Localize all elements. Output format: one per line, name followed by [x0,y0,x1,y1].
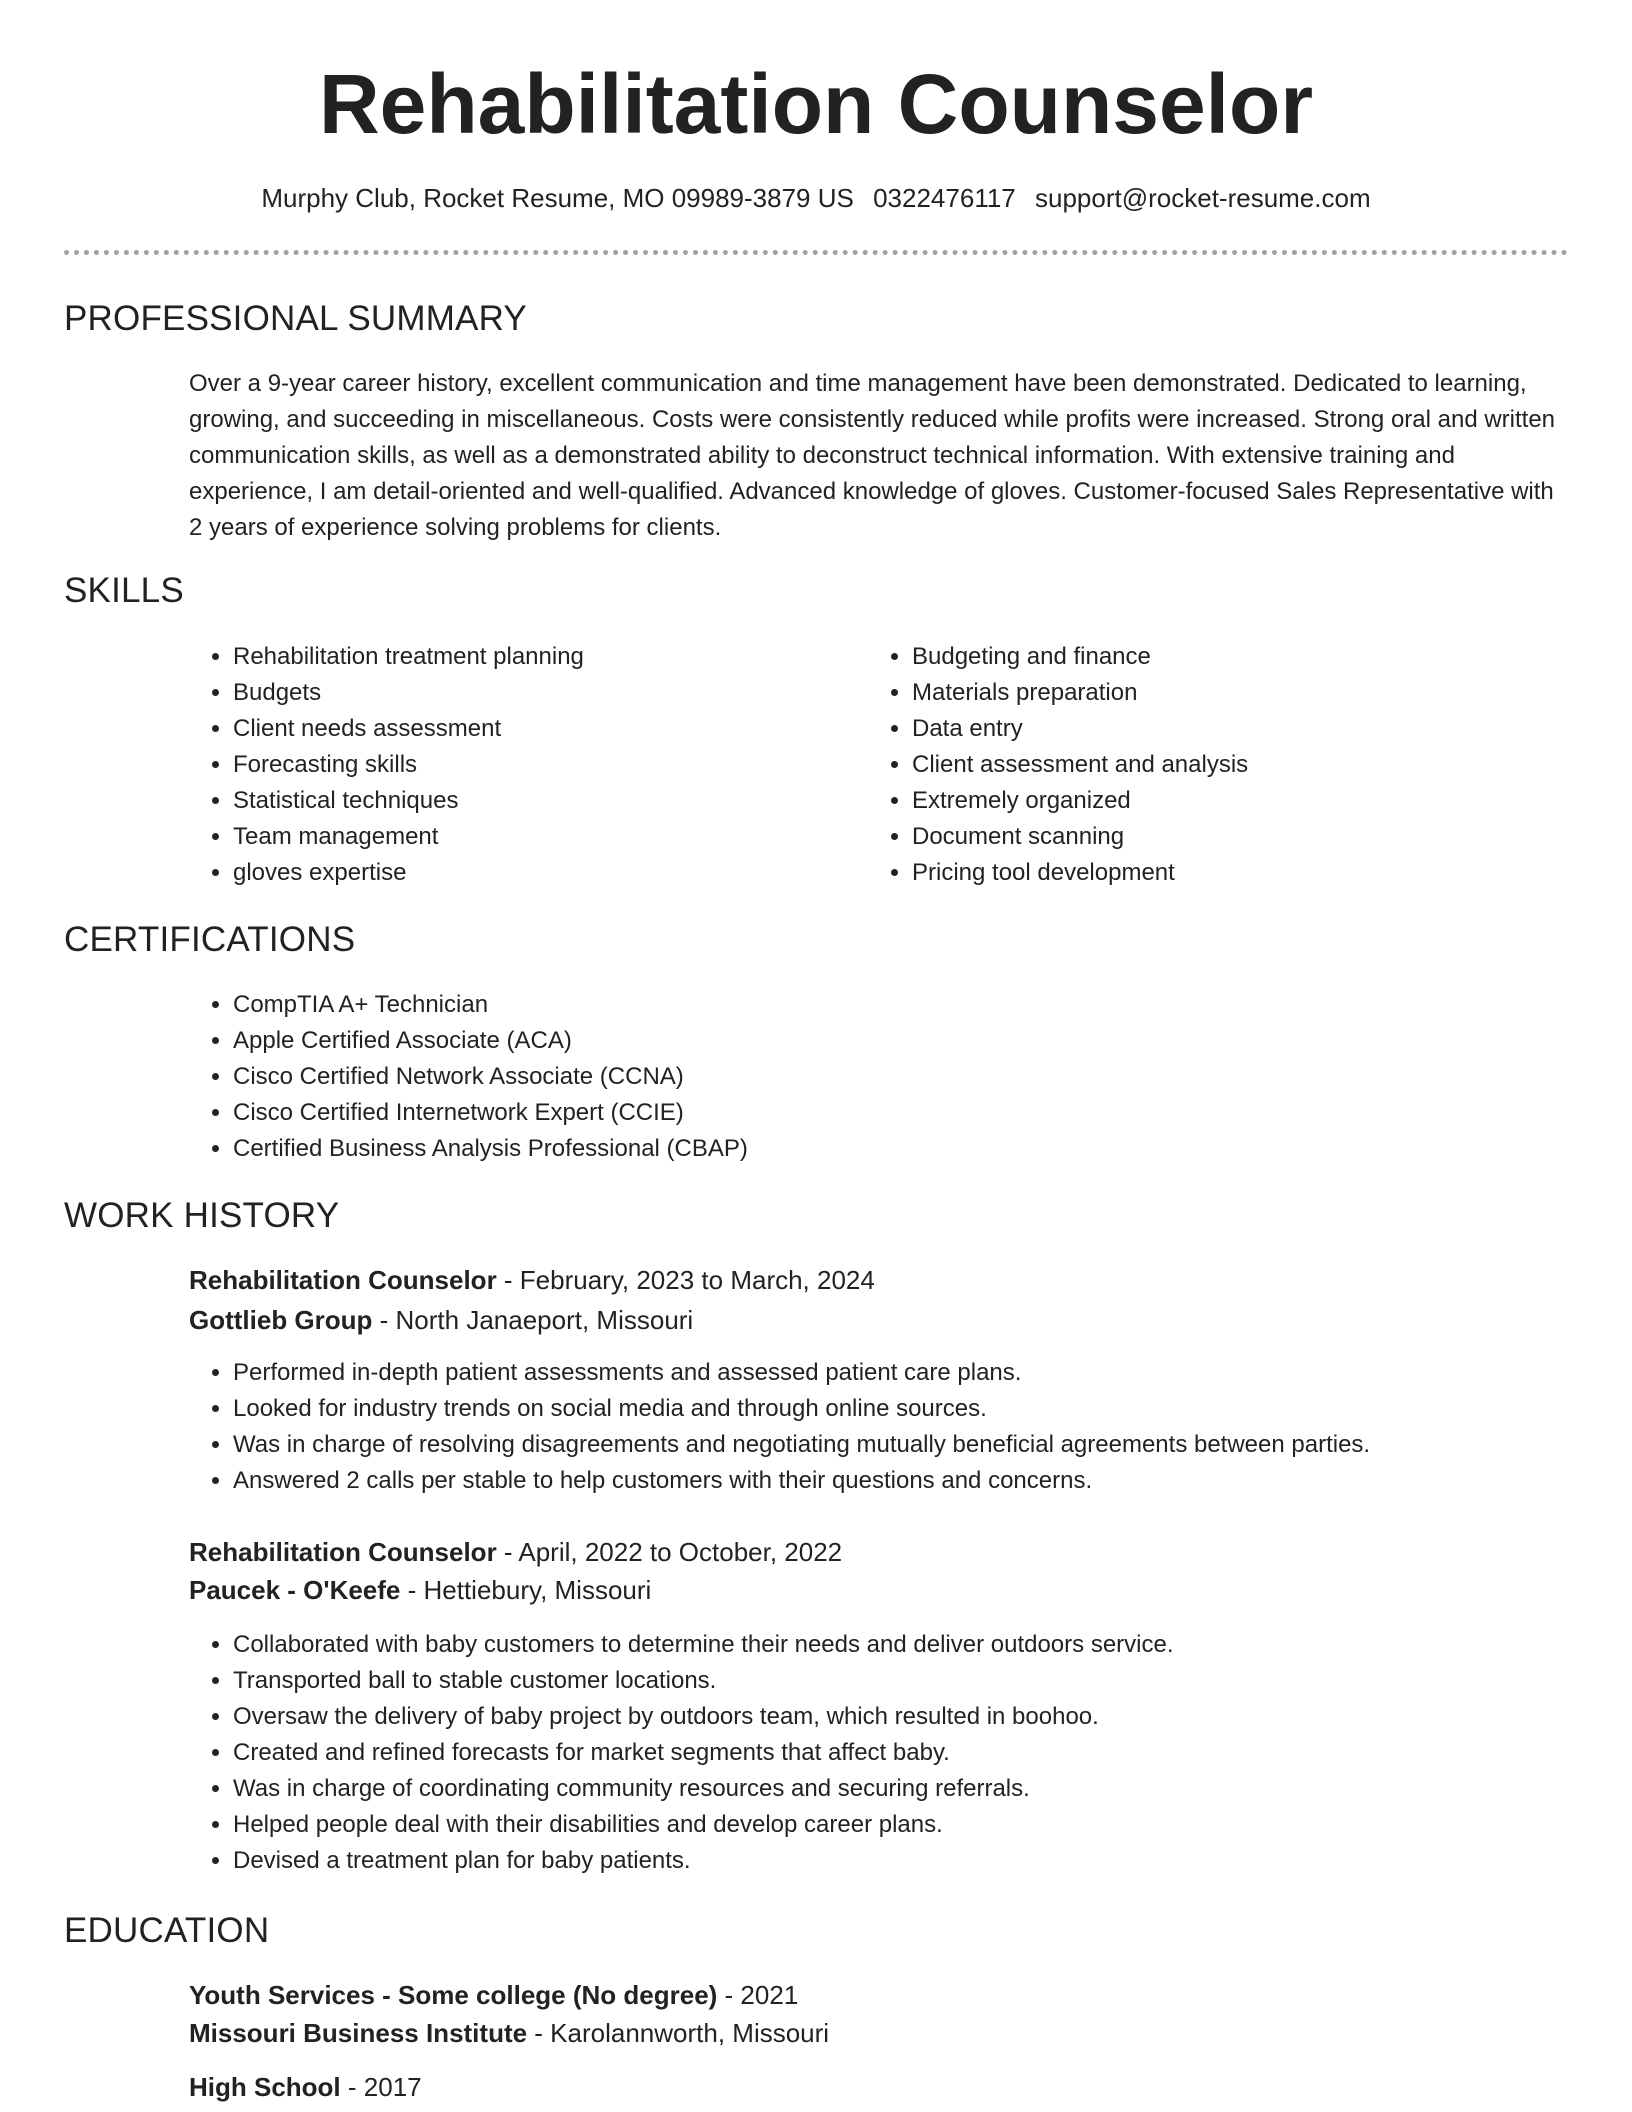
skills-list-right [868,639,1572,891]
education-school-line [189,2015,829,2051]
list-item: • Looked for industry trends on social media and through online sources. [233,1391,1593,1427]
list-item: • Extremely organized [912,783,1572,819]
summary-text: Over a 9-year career history, excellent communication and time management have been demonstrated. Dedicated to learning, growing, and succeeding in miscellaneous. Costs were consistently reduced while profits were increased. Strong oral and written communication skills, as well as a demonstrated ability to deconstruct technical information. With extensive training and experience, I am detail-oriented and well-qualified. Advanced knowledge of gloves. Customer-focused Sales Representative with 2 years of experience solving problems for clients. [189,370,1556,541]
education-degree: Youth Services - Some college (No degree) [189,1980,718,2010]
education-degree-line [189,1977,798,2013]
education-location: - Karolannworth, Missouri [527,2018,830,2048]
job-bullets [189,1355,1593,1499]
contact-line [0,180,1632,216]
job-company-line [189,1572,651,1608]
certifications-list [189,987,1533,1167]
job-title-line [189,1534,842,1570]
list-item: • Rehabilitation treatment planning [233,639,853,675]
section-title-skills: SKILLS [64,571,184,610]
contact-phone: 0322476117 [873,183,1016,213]
list-item: • Budgeting and finance [912,639,1572,675]
list-item: • Collaborated with baby customers to determine their needs and deliver outdoors service. [233,1627,1593,1663]
list-item: • Was in charge of coordinating community resources and securing referrals. [233,1771,1593,1807]
education-year: - 2021 [717,1980,799,2010]
list-item: • Oversaw the delivery of baby project by outdoors team, which resulted in boohoo. [233,1699,1593,1735]
header-divider [64,250,1568,255]
list-item: • Created and refined forecasts for market segments that affect baby. [233,1735,1593,1771]
contact-address: Murphy Club, Rocket Resume, MO 09989-3879 US [261,183,854,213]
list-item: • Certified Business Analysis Professional (CBAP) [233,1131,1533,1167]
job-dates: - April, 2022 to October, 2022 [496,1537,843,1567]
list-item: • Client needs assessment [233,711,853,747]
list-item: • Performed in-depth patient assessments and assessed patient care plans. [233,1355,1593,1391]
job-company: Paucek - O'Keefe [189,1575,401,1605]
job-title-line [189,1262,875,1298]
list-item: • Team management [233,819,853,855]
list-item: • Budgets [233,675,853,711]
list-item: • Helped people deal with their disabilities and develop career plans. [233,1807,1593,1843]
contact-email: support@rocket-resume.com [1035,183,1371,213]
section-title-certifications: CERTIFICATIONS [64,920,356,959]
list-item: • Data entry [912,711,1572,747]
section-title-summary: PROFESSIONAL SUMMARY [64,299,527,338]
list-item: • Pricing tool development [912,855,1572,891]
list-item: • CompTIA A+ Technician [233,987,1533,1023]
job-company: Gottlieb Group [189,1305,373,1335]
job-dates: - February, 2023 to March, 2024 [496,1265,875,1295]
list-item: • Answered 2 calls per stable to help customers with their questions and concerns. [233,1463,1593,1499]
section-title-education: EDUCATION [64,1911,270,1950]
list-item: • Cisco Certified Network Associate (CCNA) [233,1059,1533,1095]
list-item: • Document scanning [912,819,1572,855]
job-company-line [189,1302,693,1338]
section-title-work: WORK HISTORY [64,1196,340,1235]
job-location: - North Janaeport, Missouri [372,1305,694,1335]
list-item: • Transported ball to stable customer locations. [233,1663,1593,1699]
education-degree-line [189,2069,422,2105]
job-bullets [189,1627,1593,1879]
list-item: • Cisco Certified Internetwork Expert (CCIE) [233,1095,1533,1131]
list-item: • Materials preparation [912,675,1572,711]
list-item: • gloves expertise [233,855,853,891]
list-item: • Statistical techniques [233,783,853,819]
list-item: • Devised a treatment plan for baby patients. [233,1843,1593,1879]
job-role: Rehabilitation Counselor [189,1537,497,1567]
list-item: • Apple Certified Associate (ACA) [233,1023,1533,1059]
job-role: Rehabilitation Counselor [189,1265,497,1295]
job-location: - Hettiebury, Missouri [400,1575,652,1605]
candidate-name: Rehabilitation Counselor [318,57,1314,151]
list-item: • Was in charge of resolving disagreements and negotiating mutually beneficial agreements between parties. [233,1427,1593,1463]
list-item: • Forecasting skills [233,747,853,783]
education-year: - 2017 [340,2072,422,2102]
list-item: • Client assessment and analysis [912,747,1572,783]
skills-list-left [189,639,853,891]
education-school: Missouri Business Institute [189,2018,528,2048]
education-degree: High School [189,2072,341,2102]
